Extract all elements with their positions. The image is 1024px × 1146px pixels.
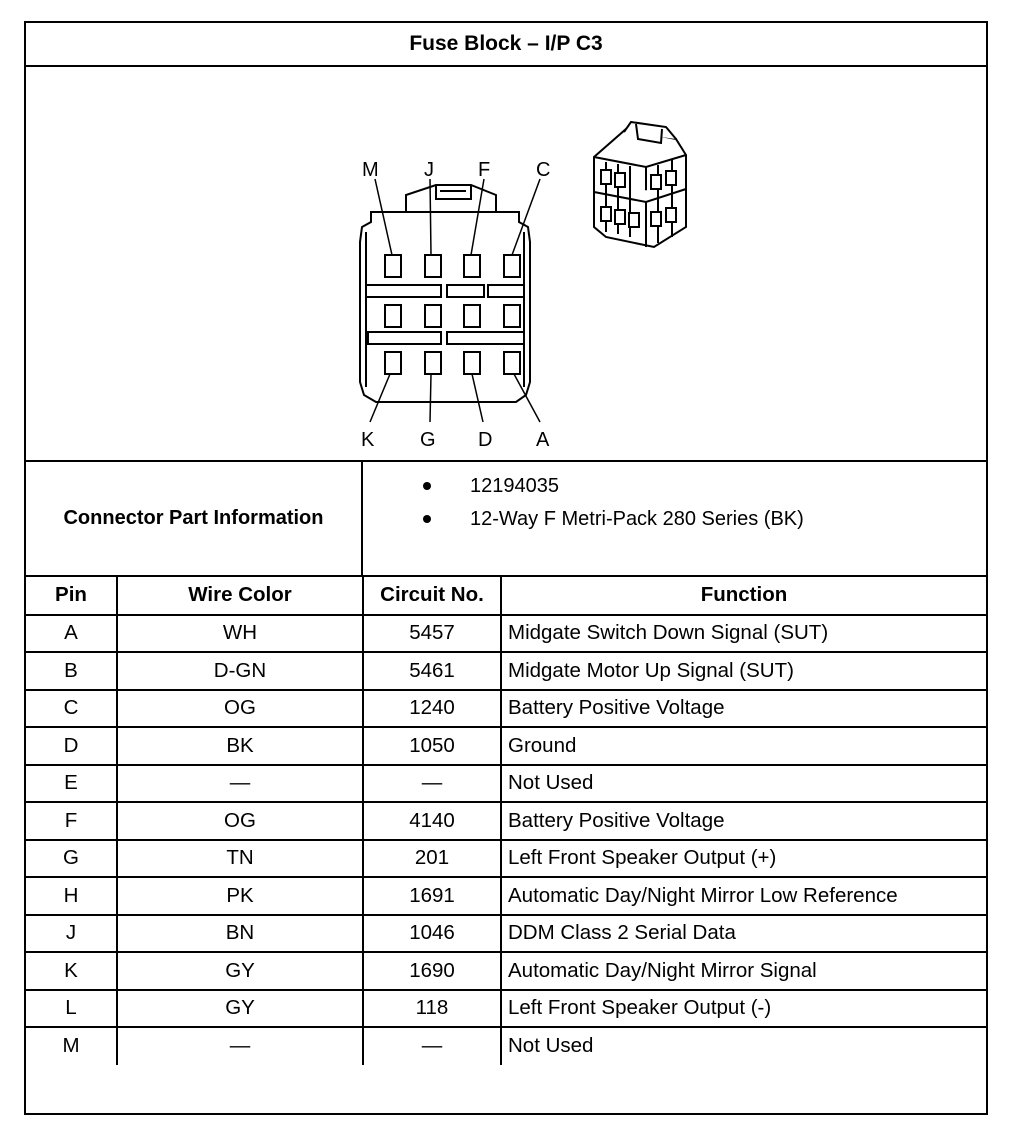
circuit-number-cell: 1240 — [363, 690, 501, 728]
circuit-number-cell: 1046 — [363, 915, 501, 953]
pin-cell: E — [26, 765, 117, 803]
column-header-wire-color: Wire Color — [117, 577, 363, 615]
pin-cell: J — [26, 915, 117, 953]
connector-3d-view — [594, 122, 686, 247]
part-number: 12194035 — [470, 474, 559, 497]
wire-color-cell: BN — [117, 915, 363, 953]
column-header-pin: Pin — [26, 577, 117, 615]
circuit-number-cell: 5461 — [363, 652, 501, 690]
connector-document — [24, 21, 988, 1115]
column-header-circuit-no: Circuit No. — [363, 577, 501, 615]
wire-color-cell: OG — [117, 690, 363, 728]
table-row — [26, 690, 986, 728]
function-cell: Battery Positive Voltage — [501, 802, 986, 840]
pin-label-g: G — [420, 429, 436, 451]
circuit-number-cell: 5457 — [363, 615, 501, 653]
pin-cell: G — [26, 840, 117, 878]
table-header-row — [26, 577, 986, 615]
table-row — [26, 915, 986, 953]
function-cell: Automatic Day/Night Mirror Low Reference — [501, 877, 986, 915]
connector-diagram — [26, 67, 986, 462]
wire-color-cell: BK — [117, 727, 363, 765]
table-row — [26, 877, 986, 915]
circuit-number-cell: 1691 — [363, 877, 501, 915]
connector-info-label: Connector Part Information — [26, 462, 363, 575]
pin-cavities — [385, 255, 520, 374]
pin-label-c: C — [536, 159, 551, 181]
circuit-number-cell: 1050 — [363, 727, 501, 765]
circuit-number-cell: 118 — [363, 990, 501, 1028]
wire-color-cell: GY — [117, 952, 363, 990]
pin-label-j: J — [424, 159, 434, 181]
pin-label-m: M — [362, 159, 379, 181]
pin-cell: F — [26, 802, 117, 840]
circuit-number-cell: — — [363, 1027, 501, 1065]
bullet-icon — [423, 515, 431, 523]
function-cell: DDM Class 2 Serial Data — [501, 915, 986, 953]
table-row — [26, 727, 986, 765]
function-cell: Battery Positive Voltage — [501, 690, 986, 728]
function-cell: Not Used — [501, 765, 986, 803]
pin-label-a: A — [536, 429, 550, 451]
table-row — [26, 840, 986, 878]
pin-cell: C — [26, 690, 117, 728]
table-row — [26, 990, 986, 1028]
function-cell: Left Front Speaker Output (-) — [501, 990, 986, 1028]
column-header-function: Function — [501, 577, 986, 615]
circuit-number-cell: 201 — [363, 840, 501, 878]
function-cell: Automatic Day/Night Mirror Signal — [501, 952, 986, 990]
table-row — [26, 652, 986, 690]
table-row — [26, 1027, 986, 1065]
wire-color-cell: OG — [117, 802, 363, 840]
function-cell: Left Front Speaker Output (+) — [501, 840, 986, 878]
pin-leader-lines — [370, 179, 540, 422]
table-row — [26, 952, 986, 990]
pin-label-k: K — [361, 429, 375, 451]
pin-cell: L — [26, 990, 117, 1028]
function-cell: Not Used — [501, 1027, 986, 1065]
table-row — [26, 765, 986, 803]
function-cell: Ground — [501, 727, 986, 765]
pin-table — [26, 577, 986, 1065]
wire-color-cell: D-GN — [117, 652, 363, 690]
connector-info-list — [363, 462, 986, 575]
wire-color-cell: PK — [117, 877, 363, 915]
function-cell: Midgate Motor Up Signal (SUT) — [501, 652, 986, 690]
pin-label-f: F — [478, 159, 491, 181]
bullet-icon — [423, 482, 431, 490]
function-cell: Midgate Switch Down Signal (SUT) — [501, 615, 986, 653]
table-row — [26, 802, 986, 840]
connector-face-drawing — [26, 67, 986, 460]
wire-color-cell: WH — [117, 615, 363, 653]
wire-color-cell: — — [117, 765, 363, 803]
wire-color-cell: — — [117, 1027, 363, 1065]
connector-part-information — [26, 462, 986, 577]
wire-color-cell: TN — [117, 840, 363, 878]
pin-cell: H — [26, 877, 117, 915]
pin-cell: M — [26, 1027, 117, 1065]
pin-cell: B — [26, 652, 117, 690]
pin-cell: K — [26, 952, 117, 990]
table-row — [26, 615, 986, 653]
document-title: Fuse Block – I/P C3 — [26, 23, 986, 67]
circuit-number-cell: 4140 — [363, 802, 501, 840]
wire-color-cell: GY — [117, 990, 363, 1028]
pin-cell: D — [26, 727, 117, 765]
connector-description: 12-Way F Metri-Pack 280 Series (BK) — [470, 507, 804, 530]
circuit-number-cell: 1690 — [363, 952, 501, 990]
circuit-number-cell: — — [363, 765, 501, 803]
pin-label-d: D — [478, 429, 493, 451]
pin-cell: A — [26, 615, 117, 653]
